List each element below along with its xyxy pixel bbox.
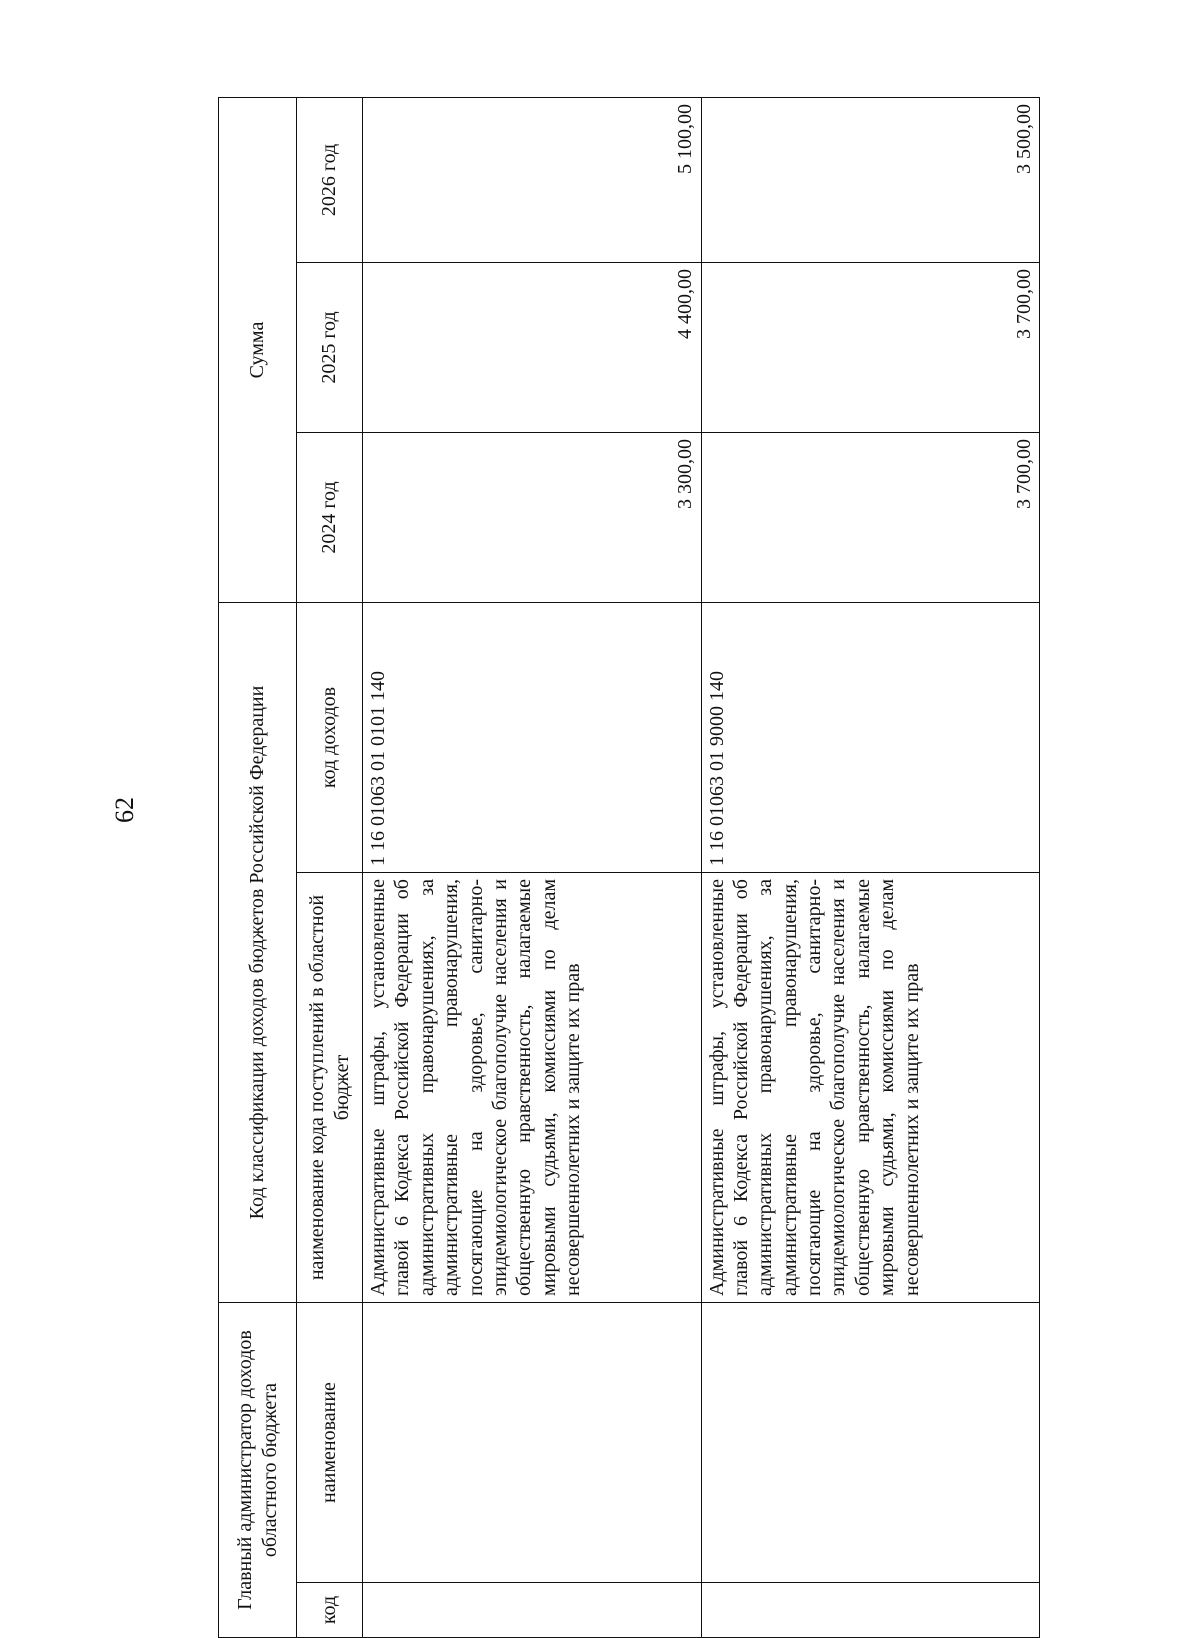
cell-sum-2026: 3 500,00: [701, 97, 1040, 262]
cell-sum-2024: 3 700,00: [701, 433, 1040, 603]
header-classification-group: Код классификации доходов бюджетов Российской Федерации: [219, 603, 297, 1303]
budget-table-container: [218, 98, 1040, 1638]
budget-revenue-table: [218, 97, 1040, 1638]
cell-income-code: 1 16 01063 01 0101 140: [363, 603, 702, 873]
cell-sum-2026: 5 100,00: [363, 97, 702, 262]
cell-admin-code: [701, 1583, 1040, 1638]
cell-admin-name: [363, 1303, 702, 1583]
cell-sum-2025: 3 700,00: [701, 263, 1040, 433]
header-sum-group: Сумма: [219, 97, 297, 602]
header-admin-name: наименование: [297, 1303, 363, 1583]
table-row: [363, 97, 702, 1637]
cell-sum-2024: 3 300,00: [363, 433, 702, 603]
header-year-2024: 2024 год: [297, 433, 363, 603]
page-number: 62: [110, 797, 139, 823]
cell-sum-2025: 4 400,00: [363, 263, 702, 433]
header-row-1: [219, 97, 297, 1637]
header-admin-code: код: [297, 1583, 363, 1638]
header-admin-group: Главный администратор доходов областного бюджета: [219, 1303, 297, 1638]
cell-admin-code: [363, 1583, 702, 1638]
cell-admin-name: [701, 1303, 1040, 1583]
cell-income-code: 1 16 01063 01 9000 140: [701, 603, 1040, 873]
cell-receipt-name: Административные штрафы, установленные главой 6 Кодекса Российской Федерации об административных правонарушениях, за административные правонарушения, посягающие на здоровье, санитарно-эпидемиологическое благополучие населения и общественную нравственность, налагаемые мировыми судьями, комиссиями по делам несовершеннолетних и защите их прав: [701, 873, 1040, 1303]
header-year-2026: 2026 год: [297, 97, 363, 262]
header-income-code: код доходов: [297, 603, 363, 873]
header-receipt-name: наименование кода поступлений в областной бюджет: [297, 873, 363, 1303]
table-row: [701, 97, 1040, 1637]
cell-receipt-name: Административные штрафы, установленные главой 6 Кодекса Российской Федерации об административных правонарушениях, за административные правонарушения, посягающие на здоровье, санитарно-эпидемиологическое благополучие населения и общественную нравственность, налагаемые мировыми судьями, комиссиями по делам несовершеннолетних и защите их прав: [363, 873, 702, 1303]
header-year-2025: 2025 год: [297, 263, 363, 433]
header-row-2: [297, 97, 363, 1637]
